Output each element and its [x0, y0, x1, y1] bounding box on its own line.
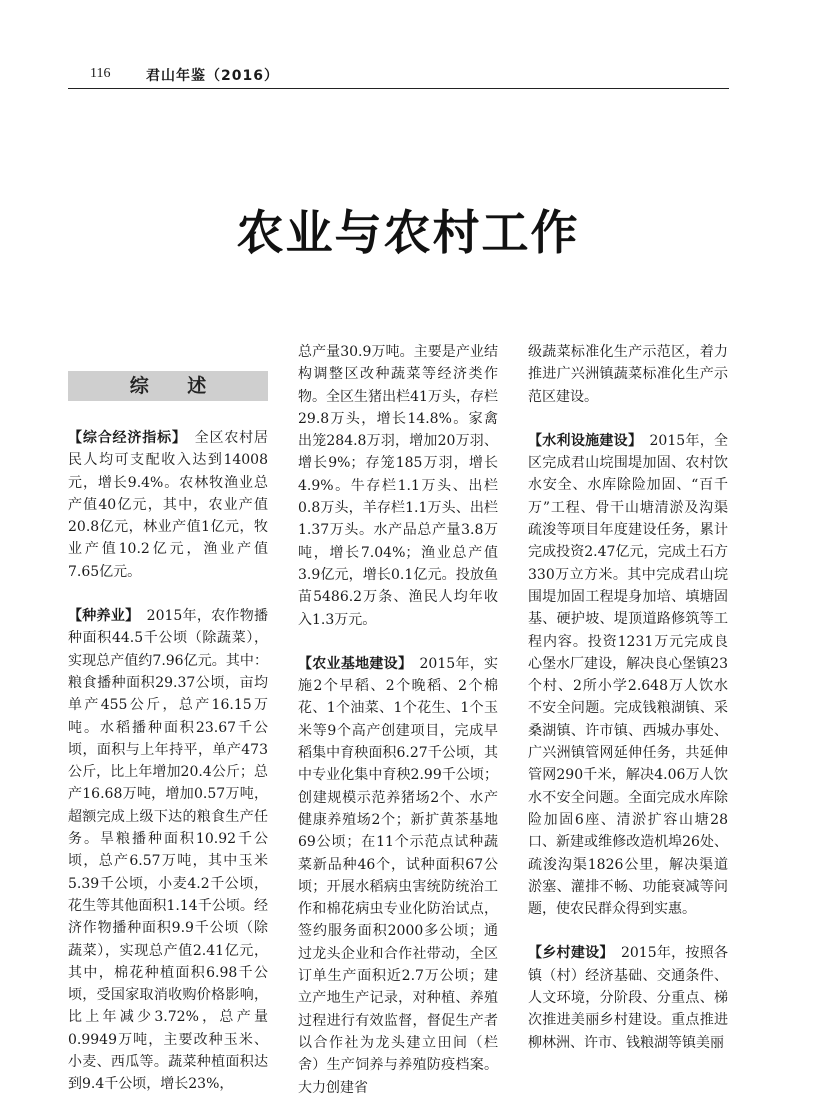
chapter-title: 农业与农村工作: [236, 206, 580, 261]
paragraph-rural: [528, 942, 728, 1053]
running-header: [68, 64, 729, 89]
paragraph-water: [528, 430, 728, 921]
text-column-3: [528, 341, 728, 1054]
paragraph-base-continued: [528, 341, 728, 408]
section-heading: [68, 371, 268, 401]
paragraph-base: [298, 653, 498, 1099]
paragraph-planting-continued: [298, 341, 498, 631]
body-planting-continued: 总产量30.9万吨。主要是产业结构调整区改种蔬菜等经济类作物。全区生猪出栏41万头，存栏29.8万头，增长14.8%。家禽出笼284.8万羽，增加20万羽、增长9%；存笼185万羽，增长4.9%。牛存栏1.1万头、出栏0.8万头，羊存栏1.1万头、出栏1.37万头。水产品总产量3.8万吨，增长7.04%；渔业总产值3.9亿元，增长0.1亿元。投放鱼苗5486.2万条、渔民人均年收入1.3万元。: [298, 344, 498, 628]
yearbook-title: 君山年鉴（2016）: [146, 68, 279, 84]
body-rural: 2015年，按照各镇（村）经济基础、交通条件、人文环境，分阶段、分重点、梯次推进美丽乡村建设。重点推进柳林洲、许市、钱粮湖等镇美丽: [528, 945, 728, 1051]
keyword-rural: 【乡村建设】: [528, 945, 607, 962]
keyword-water: 【水利设施建设】: [528, 432, 636, 449]
body-water: 2015年，全区完成君山垸围堤加固、农村饮水安全、水库除险加固、“百千万”工程、骨干山塘清淤及沟渠疏浚等项目年度建设任务，累计完成投资2.47亿元，完成土石方330万立方米。其中完成君山垸围堤加固工程堤身加培、填塘固基、硬护坡、堤顶道路修筑等工程内容。投资1231万元完成良心堡水厂建设，解决良心堡镇23个村、2所小学2.648万人饮水不安全问题。完成钱粮湖镇、采桑湖镇、许市镇、西城办事处、广兴洲镇管网延伸任务，共延伸管网290千米，解决4.06万人饮水不安全问题。全面完成水库除险加固6座、清淤扩容山塘28口、新建或维修改造机埠26处、疏浚沟渠1826公里，解决渠道淤塞、灌排不畅、功能衰减等问题，使农民群众得到实惠。: [528, 432, 728, 918]
paragraph-planting: [68, 605, 268, 1096]
body-economic: 全区农村居民人均可支配收入达到14008元，增长9.4%。农林牧渔业总产值40亿元，其中，农业产值20.8亿元，林业产值1亿元，牧业产值10.2亿元，渔业产值7.65亿元。: [68, 430, 269, 580]
keyword-base: 【农业基地建设】: [298, 655, 406, 672]
body-base: 2015年，实施2个早稻、2个晚稻、2个棉花、1个油菜、1个花生、1个玉米等9个高产创建项目，完成早稻集中育秧面积6.27千公顷，其中专业化集中育秧2.99千公顷；创建规模示范养猪场2个、水产健康养殖场2个；新扩黄茶基地69公顷；在11个示范点试种蔬菜新品种46个，试种面积67公顷；开展水稻病虫害统防统治工作和棉花病虫专业化防治试点，签约服务面积2000多公顷；通过龙头企业和合作社带动，全区订单生产面积近2.7万公顷；建立产地生产记录，对种植、养殖过程进行有效监督，督促生产者以合作社为龙头建立田间（栏舍）生产饲养与养殖防疫档案。大力创建省: [298, 655, 498, 1096]
section-heading-text: 综 述: [129, 375, 223, 397]
body-base-continued: 级蔬菜标准化生产示范区，着力推进广兴洲镇蔬菜标准化生产示范区建设。: [528, 344, 728, 405]
text-column-1: [68, 427, 268, 1096]
keyword-planting: 【种养业】: [68, 608, 133, 625]
text-column-2: [298, 341, 498, 1099]
paragraph-economic: [68, 427, 268, 583]
page-number: 116: [90, 66, 111, 81]
keyword-economic: 【综合经济指标】: [68, 430, 180, 446]
body-planting: 2015年，农作物播种面积44.5千公顷（除蔬菜），实现总产值约7.96亿元。其中：粮食播种面积29.37公顷，亩均单产455公斤，总产16.15万吨。水稻播种面积23.67千公顷，面积与上年持平，单产473公斤，比上年增加20.4公斤；总产16.68万吨，增加0.57万吨，超额完成上级下达的粮食生产任务。旱粮播种面积10.92千公顷，总产6.57万吨，其中玉米5.39千公顷，小麦4.2千公顷，花生等其他面积1.14千公顷。经济作物播种面积9.9千公顷（除蔬菜），实现总产值2.41亿元，其中，棉花种植面积6.98千公顷，受国家取消收购价格影响，比上年减少3.72%，总产量0.9949万吨，主要改种玉米、小麦、西瓜等。蔬菜种植面积达到9.4千公顷，增长23%，: [68, 608, 268, 1093]
